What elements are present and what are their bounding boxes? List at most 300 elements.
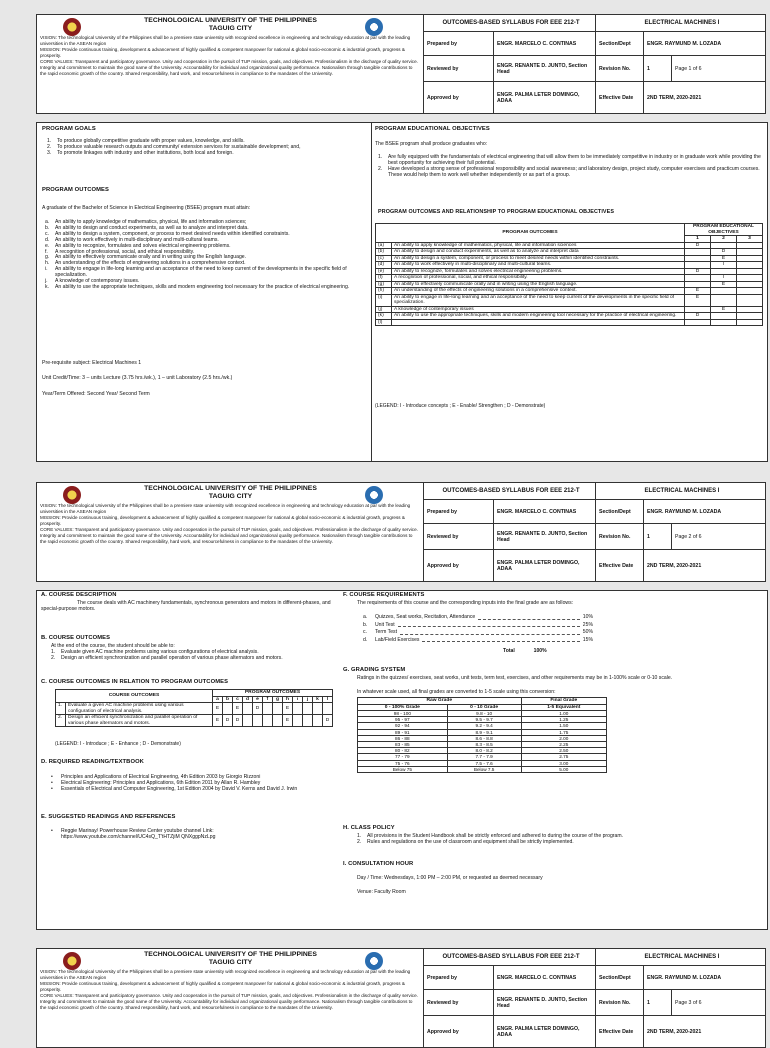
row-outcome: Evaluate a given AC machine problems using various configuration of electrical analysis. (66, 703, 213, 715)
list-text: To produce globally competitive graduate with proper values, knowledge, and skills. (57, 138, 245, 144)
university-block (37, 949, 424, 1047)
grading-conversion-text: In whatever scale used, all final grades are converted to 1-5 scale using this conversion: (357, 689, 556, 695)
table-header: e (253, 696, 263, 703)
table-cell (313, 703, 323, 715)
revision-value: 1 (644, 990, 672, 1015)
list-item (47, 151, 347, 157)
approved-by-value: ENGR. PALMA LETER DOMINGO, ADAA (494, 550, 596, 581)
legend-text: (LEGEND: I - Introduce concepts ; E - Enable/ Strengthen ; D - Demonstrate) (375, 403, 546, 409)
table-cell: 2.50 (521, 748, 606, 754)
table-cell: 8.0 - 8.2 (447, 748, 521, 754)
row-marker: (l) (376, 319, 392, 326)
leader-dots (478, 614, 580, 620)
row-marker: (j) (376, 306, 392, 313)
row-marker: (d) (376, 262, 392, 269)
list-text: An ability to recognize, formulates and solves electrical engineering problems. (55, 242, 231, 249)
row-outcome: An ability to work effectively in multi-disciplinary and multi-cultural teams. (392, 262, 685, 269)
left-column (37, 123, 372, 461)
page-1-body (36, 122, 768, 462)
row-marker: (b) (376, 249, 392, 256)
list-marker: d. (45, 236, 50, 243)
table-cell: Below 7.5 (447, 766, 521, 772)
list-marker: d. (363, 636, 368, 643)
references-heading: E. SUGGESTED READINGS AND REFERENCES (41, 814, 176, 820)
table-header: c (233, 696, 243, 703)
table-header: 0 - 100% Grade (358, 704, 448, 711)
table-cell: D (253, 703, 263, 715)
revision-label: Revision No. (596, 56, 644, 81)
list-item (45, 285, 365, 291)
approved-by-label: Approved by (424, 82, 494, 113)
consultation-heading: I. CONSULTATION HOUR (343, 861, 414, 867)
table-cell: E (233, 703, 243, 715)
table-cell: 89 - 91 (358, 729, 448, 735)
syllabus-title: OUTCOMES-BASED SYLLABUS FOR EEE 212-T (424, 483, 596, 499)
table-cell: 7.5 - 7.6 (447, 760, 521, 766)
list-text: An ability to effectively communicate orally and in writing using the English language. (55, 254, 247, 261)
university-city: TAGUIG CITY (208, 25, 253, 32)
core-values-text: CORE VALUES: Transparent and participatory governance. Unity and cooperation in the pursuit of TUP mission, goals, and objectives. Professionalism in the discharge of quality service. Integrity and commitment to maintain the good name of the University. Accountability for individual and organizational quality performance. Nationalism through tangible contributions to the rapid economic growth of the country. Shared responsibility, hard work, and resourcefulness in compliance to the mandates of the University. (40, 527, 418, 544)
requirement-row (363, 629, 593, 637)
row-outcome (392, 319, 685, 326)
table-cell (323, 703, 333, 715)
total-value: 100% (533, 648, 547, 654)
university-title: TECHNOLOGICAL UNIVERSITY OF THE PHILIPPINES (144, 485, 317, 492)
effective-date-value: 2ND TERM, 2020-2021 (647, 94, 702, 101)
table-header: k (313, 696, 323, 703)
table-cell: D (711, 249, 737, 256)
table-cell: 8.3 - 8.5 (447, 742, 521, 748)
table-header: b (223, 696, 233, 703)
list-marker: 2. (47, 143, 52, 150)
leader-dots (422, 637, 579, 643)
requirement-row (363, 614, 593, 622)
right-column (343, 591, 767, 929)
list-item (51, 656, 333, 662)
list-text: An ability to use the appropriate techniques, skills and modern engineering tool necessary for the practice of electrical engineering. (55, 283, 350, 290)
course-title: ELECTRICAL MACHINES I (644, 954, 720, 960)
row-marker: 1. (56, 703, 66, 715)
university-city: TAGUIG CITY (208, 493, 253, 500)
table-header: f (263, 696, 273, 703)
list-marker: a. (45, 219, 50, 225)
table-header: d (243, 696, 253, 703)
table-cell: 95 - 97 (358, 717, 448, 723)
peo-heading: PROGRAM EDUCATIONAL OBJECTIVES (375, 126, 490, 132)
peo-list (378, 155, 762, 179)
list-marker: b. (363, 621, 368, 628)
course-description-text: The course deals with AC machinery fundamentals, synchronous generators and motors in different-phases, and special-purpose motors. (41, 600, 331, 613)
table-cell (223, 703, 233, 715)
table-cell: 8.9 - 9.1 (447, 729, 521, 735)
table-cell: 92 - 94 (358, 723, 448, 729)
list-marker: h. (45, 260, 50, 267)
mission-text: MISSION: Provide continuous training, development & advancement of highly qualified & competent manpower for national & global socio-economic & industrial growth, progress & prosperity. (40, 981, 405, 992)
vision-mission-values (40, 969, 420, 1011)
table-cell (243, 715, 253, 727)
requirement-name: Lab/Field Exercises (375, 636, 420, 643)
list-marker: c. (363, 629, 367, 635)
textbook-heading: D. REQUIRED READING/TEXTBOOK (41, 759, 144, 765)
table-cell: D (223, 715, 233, 727)
list-item (51, 787, 333, 793)
table-cell (737, 294, 763, 306)
table-body (56, 703, 333, 727)
bullet-icon: • (51, 828, 53, 834)
effective-date-label: Effective Date (596, 82, 644, 113)
list-text: An ability to engage in life-long learning and an acceptance of the need to keep current of the developments in the specific field of specialization. (55, 266, 347, 279)
table-header: PROGRAM OUTCOMES (376, 224, 685, 243)
table-cell: 98 - 100 (358, 711, 448, 717)
table-body (358, 711, 607, 773)
table-header: a (213, 696, 223, 703)
table-cell: E (711, 306, 737, 313)
course-outcomes-heading: B. COURSE OUTCOMES (41, 635, 111, 641)
row-marker: (k) (376, 313, 392, 320)
table-cell: D (685, 313, 711, 320)
table-cell (685, 319, 711, 326)
table-cell: D (685, 242, 711, 249)
outcomes-objectives-table (375, 223, 763, 326)
consultation-time: Day / Time: Wednesdays, 1:00 PM – 2:00 PM, or requested as deemed necessary (357, 875, 543, 881)
total-label: Total (503, 648, 515, 654)
table-header: 0 - 10 Grade (447, 704, 521, 711)
list-text: Are fully equipped with the fundamentals of electrical engineering that will allow them to be immediately competitive in industry or in graduate work while providing the best opportunity for achieving their full potential. (388, 154, 761, 166)
table-header: j (303, 696, 313, 703)
list-text: An ability to design a system, component, or process to meet desired needs within identified constraints. (55, 230, 290, 237)
list-text: Essentials of Electrical and Computer Engineering, 1st Edition 2004 by David V. Kerns and David J. Irwin (61, 785, 298, 792)
requirements-total (503, 648, 547, 654)
list-text: An ability to design and conduct experiments, as well as to analyze and interpret data. (55, 224, 249, 231)
list-text: A recognition of professional, social, and ethical responsibility. (55, 248, 195, 255)
unit-credit-text: Unit Credit/Time: 3 – units Lecture (3.75 hrs./wk.), 1 – unit Laboratory (2.5 hrs./wk.) (42, 375, 233, 381)
requirement-row (363, 637, 593, 645)
core-values-text: CORE VALUES: Transparent and participatory governance. Unity and cooperation in the pursuit of TUP mission, goals, and objectives. Professionalism in the discharge of quality service. Integrity and commitment to maintain the good name of the University. Accountability for individual and organizational quality performance. Nationalism through tangible contributions to the rapid economic growth of the country. Shared responsibility, hard work, and resourcefulness in compliance to the mandates of the University. (40, 993, 418, 1010)
vision-text: VISION: The technological University of the Philippines shall be a premiere state university with recognized excellence in engineering and technology education at par with the leading universities in the ASEAN region (40, 503, 411, 514)
grade-conversion-table (357, 697, 607, 773)
approved-by-label: Approved by (424, 1016, 494, 1047)
right-column (372, 123, 768, 461)
section-dept-label: Section/Dept (596, 500, 644, 523)
table-cell: E (283, 715, 293, 727)
list-marker: b. (45, 224, 50, 231)
table-header: g (273, 696, 283, 703)
table-cell (273, 715, 283, 727)
table-cell: D (323, 715, 333, 727)
revision-label: Revision No. (596, 524, 644, 549)
list-text: An ability to apply knowledge of mathematics, physical, life and information sciences; (55, 219, 247, 225)
table-header: l (323, 696, 333, 703)
table-header: 2 (711, 236, 737, 243)
row-marker: (c) (376, 255, 392, 262)
table-cell: 1.00 (521, 711, 606, 717)
table-cell: E (213, 715, 223, 727)
table-cell: 2.00 (521, 735, 606, 741)
effective-date-label: Effective Date (596, 1016, 644, 1047)
section-dept-value: ENGR. RAYMUND M. LOZADA (647, 508, 722, 515)
table-cell: 83 - 85 (358, 742, 448, 748)
table-row (56, 703, 333, 715)
row-marker: 2. (56, 715, 66, 727)
requirements-list (363, 614, 593, 644)
table-cell: 77 - 79 (358, 754, 448, 760)
list-text: To produce valuable research outputs and community/ extension services for sustainable development; and, (57, 143, 301, 150)
approved-by-value: ENGR. PALMA LETER DOMINGO, ADAA (494, 1016, 596, 1047)
row-marker: (a) (376, 242, 392, 249)
legend-text: (LEGEND: I - Introduce ; E - Enhance ; D - Demonstrate) (55, 741, 181, 747)
table-cell: E (213, 703, 223, 715)
list-text: An understanding of the effects of engineering solutions in a comprehensive context. (55, 260, 246, 267)
revision-label: Revision No. (596, 990, 644, 1015)
table-header: 1 (685, 236, 711, 243)
table-cell: 8.6 - 8.8 (447, 735, 521, 741)
consultation-venue: Venue: Faculty Room (357, 889, 406, 895)
requirement-weight: 25% (582, 621, 593, 628)
course-requirements-heading: F. COURSE REQUIREMENTS (343, 592, 425, 598)
list-text: Electrical Engineering: Principles and Applications, 6th Edition 2011 by Allan R. Hambley (61, 779, 261, 786)
mission-text: MISSION: Provide continuous training, development & advancement of highly qualified & competent manpower for national & global socio-economic & industrial growth, progress & prosperity. (40, 47, 405, 58)
list-marker: 2. (357, 838, 362, 845)
university-title: TECHNOLOGICAL UNIVERSITY OF THE PHILIPPINES (144, 17, 317, 24)
program-outcomes-intro: A graduate of the Bachelor of Science in Electrical Engineering (BSEE) program must attain: (42, 205, 251, 211)
row-outcome: An understanding of the effects of engineering solutions in a comprehensive context. (392, 288, 685, 295)
row-outcome: A knowledge of contemporary issues (392, 306, 685, 313)
table-cell (711, 319, 737, 326)
section-dept-label: Section/Dept (596, 966, 644, 989)
requirement-weight: 10% (582, 614, 593, 620)
row-outcome: An ability to use the appropriate techniques, skills and modern engineering tool necessary for the practice of electrical engineering. (392, 313, 685, 320)
table-row (376, 294, 763, 306)
list-text: Evaluate given AC machine problems using various configurations of electrical analysis. (61, 649, 259, 655)
vision-text: VISION: The technological University of the Philippines shall be a premiere state university with recognized excellence in engineering and technology education at par with the leading universities in the ASEAN region (40, 969, 411, 980)
reviewed-by-value: ENGR. RENANTE D. JUNTO, Section Head (494, 524, 596, 549)
prepared-by-value: ENGR. MARCELO C. CONTINAS (494, 32, 596, 55)
table-cell: E (711, 255, 737, 262)
effective-date-value: 2ND TERM, 2020-2021 (647, 1028, 702, 1035)
list-text: An ability to work effectively in multi-disciplinary and multi-cultural teams. (55, 236, 219, 243)
row-marker: (h) (376, 288, 392, 295)
prepared-by-label: Prepared by (424, 32, 494, 55)
table-cell: 86 - 88 (358, 735, 448, 741)
table-cell (303, 715, 313, 727)
vision-mission-values (40, 503, 420, 545)
row-marker: (e) (376, 268, 392, 275)
prepared-by-value: ENGR. MARCELO C. CONTINAS (494, 500, 596, 523)
table-cell (737, 319, 763, 326)
document-control-grid (424, 483, 765, 581)
section-dept-value: ENGR. RAYMUND M. LOZADA (647, 40, 722, 47)
university-name (37, 951, 424, 967)
list-marker: k. (45, 283, 49, 290)
row-outcome: An ability to recognize, formulates and solves electrical engineering problems. (392, 268, 685, 275)
list-text: Have developed a strong sense of professional responsibility and social awareness; and laboratory design, project study, computer exercises and practicum courses. These would help them to work well whether independently or as part of a group. (388, 165, 760, 178)
table-cell: E (685, 294, 711, 306)
vision-text: VISION: The technological University of the Philippines shall be a premiere state university with recognized excellence in engineering and technology education at par with the leading universities in the ASEAN region (40, 35, 411, 46)
syllabus-title: OUTCOMES-BASED SYLLABUS FOR EEE 212-T (424, 949, 596, 965)
list-text: Principles and Applications of Electrical Engineering, 4th Edition 2003 by Giorgio Rizzoni (61, 774, 261, 780)
list-marker: g. (45, 254, 50, 261)
program-goals-list (47, 139, 347, 157)
table-cell: I (711, 262, 737, 269)
requirement-weight: 15% (582, 636, 593, 643)
revision-value: 1 (644, 524, 672, 549)
list-text: A knowledge of contemporary issues. (55, 278, 140, 285)
table-cell (313, 715, 323, 727)
table-cell: 1.75 (521, 729, 606, 735)
row-outcome: An ability to design a system, component, or process to meet desired needs within identified constraints. (392, 255, 685, 262)
table-header: h (283, 696, 293, 703)
list-marker: 2. (378, 165, 383, 172)
revision-value: 1 (644, 56, 672, 81)
reviewed-by-label: Reviewed by (424, 56, 494, 81)
row-marker: (i) (376, 294, 392, 306)
co-po-heading: C. COURSE OUTCOMES IN RELATION TO PROGRAM OUTCOMES (41, 679, 229, 685)
grading-system-text: Ratings in the quizzes/ exercises, seat works, unit tests, term test, exercises, and other requirements may be in 1-100% scale or 0-10 scale. (357, 675, 673, 681)
leader-dots (400, 629, 580, 635)
program-goals-heading: PROGRAM GOALS (42, 126, 96, 132)
list-item (357, 840, 762, 846)
list-marker: 1. (378, 154, 383, 160)
row-marker: (f) (376, 275, 392, 282)
university-title: TECHNOLOGICAL UNIVERSITY OF THE PHILIPPINES (144, 951, 317, 958)
table-cell: 3.00 (521, 760, 606, 766)
table-cell: I (711, 275, 737, 282)
list-item (378, 167, 762, 179)
table-cell (293, 715, 303, 727)
table-header: COURSE OUTCOMES (56, 690, 213, 703)
row-outcome: A recognition of professional, social, and ethical responsibility. (392, 275, 685, 282)
row-marker: (g) (376, 281, 392, 288)
document-control-grid (424, 15, 765, 113)
reviewed-by-value: ENGR. RENANTE D. JUNTO, Section Head (494, 56, 596, 81)
table-cell: 9.5 - 9.7 (447, 717, 521, 723)
syllabus-title: OUTCOMES-BASED SYLLABUS FOR EEE 212-T (424, 15, 596, 31)
left-column (37, 591, 337, 929)
row-outcome: Design an efficient synchronization and parallel operation of various phase alternators and motors. (66, 715, 213, 727)
list-marker: 1. (357, 833, 362, 839)
list-marker: f. (45, 248, 48, 255)
prepared-by-label: Prepared by (424, 966, 494, 989)
requirement-weight: 50% (582, 629, 593, 635)
table-cell (303, 703, 313, 715)
requirement-name: Quizzes, Seat works, Recitation, Attendance (375, 614, 476, 620)
program-outcomes-heading: PROGRAM OUTCOMES (42, 187, 109, 193)
university-name (37, 17, 424, 33)
requirement-name: Term Test (375, 629, 397, 635)
table-cell (263, 703, 273, 715)
table-cell (711, 294, 737, 306)
table-cell: 1.25 (521, 717, 606, 723)
table-row (56, 715, 333, 727)
list-text: Rules and regulations on the use of classroom and equipment shall be strictly implemented. (367, 838, 574, 845)
table-cell (273, 703, 283, 715)
bullet-icon: • (51, 774, 53, 780)
table-cell: E (711, 281, 737, 288)
prerequisite-text: Pre-requisite subject: Electrical Machines 1 (42, 360, 142, 366)
table-cell (293, 703, 303, 715)
relationship-heading: PROGRAM OUTCOMES AND RELATIONSHIP TO PROGRAM EDUCATIONAL OBJECTIVES (378, 209, 615, 215)
list-text: Reggie Marinay/ Powerhouse Review Center youtube channel Link: https://www.youtube.com/channel/UC4sQ_T'tHTZjiM QNXggpNzLpg (61, 828, 216, 840)
list-marker: a. (363, 614, 368, 620)
approved-by-value: ENGR. PALMA LETER DOMINGO, ADAA (494, 82, 596, 113)
page-number: Page 1 of 6 (675, 65, 702, 72)
mission-text: MISSION: Provide continuous training, development & advancement of highly qualified & competent manpower for national & global socio-economic & industrial growth, progress & prosperity. (40, 515, 405, 526)
table-cell: 5.00 (521, 766, 606, 772)
prepared-by-value: ENGR. MARCELO C. CONTINAS (494, 966, 596, 989)
core-values-text: CORE VALUES: Transparent and participatory governance. Unity and cooperation in the pursuit of TUP mission, goals, and objectives. Professionalism in the discharge of quality service. Integrity and commitment to maintain the good name of the University. Accountability for individual and organizational quality performance. Nationalism through tangible contributions to the rapid economic growth of the country. Shared responsibility, hard work, and resourcefulness in compliance to the mandates of the University. (40, 59, 418, 76)
list-text: To promote linkages with industry and other institutions, both local and foreign. (57, 149, 234, 156)
table-header: Raw Grade (358, 698, 522, 705)
table-cell: Below 75 (358, 766, 448, 772)
reviewed-by-label: Reviewed by (424, 990, 494, 1015)
class-policy-heading: H. CLASS POLICY (343, 825, 395, 831)
reviewed-by-label: Reviewed by (424, 524, 494, 549)
list-marker: e. (45, 242, 50, 249)
grading-system-heading: G. GRADING SYSTEM (343, 667, 406, 673)
table-cell: D (685, 268, 711, 275)
course-outcomes-list (51, 650, 333, 662)
effective-date-label: Effective Date (596, 550, 644, 581)
table-header: Final Grade (521, 698, 606, 705)
program-outcomes-list (45, 220, 365, 291)
course-outcomes-intro: At the end of the course, the student should be able to: (51, 643, 175, 649)
approved-by-label: Approved by (424, 550, 494, 581)
document-control-grid (424, 949, 765, 1047)
table-header: PROGRAM OUTCOMES (213, 690, 333, 697)
vision-mission-values (40, 35, 420, 77)
table-cell: E (685, 288, 711, 295)
list-marker: i. (45, 266, 48, 273)
table-header: PROGRAM EDUCATIONAL OBJECTIVES (685, 224, 763, 236)
table-cell (243, 703, 253, 715)
term-offered-text: Year/Term Offered: Second Year/ Second Term (42, 391, 150, 397)
table-cell: 2.75 (521, 754, 606, 760)
university-city: TAGUIG CITY (208, 959, 253, 966)
course-title: ELECTRICAL MACHINES I (644, 20, 720, 26)
list-text: All provisions in the Student Handbook shall be strictly enforced and adhered to during the course of the program. (367, 833, 623, 839)
list-marker: 1. (51, 649, 56, 655)
table-cell: 9.2 - 9.4 (447, 723, 521, 729)
table-row (358, 766, 607, 772)
page-2-body (36, 590, 768, 930)
references-list (51, 829, 333, 841)
list-item (51, 829, 333, 841)
list-marker: 3. (47, 149, 52, 156)
table-row (376, 319, 763, 326)
section-dept-value: ENGR. RAYMUND M. LOZADA (647, 974, 722, 981)
table-body (376, 242, 763, 326)
requirement-row (363, 622, 593, 630)
table-header: i (293, 696, 303, 703)
list-text: Design an efficient synchronization and parallel operation of various phase alternators and motors. (61, 654, 283, 661)
page-header (36, 482, 766, 582)
page-number: Page 2 of 6 (675, 533, 702, 540)
row-outcome: An ability to engage in life-long learning and an acceptance of the need to keep current of the developments in the specific field of specialization. (392, 294, 685, 306)
bullet-icon: • (51, 779, 53, 786)
table-cell: E (283, 703, 293, 715)
effective-date-value: 2ND TERM, 2020-2021 (647, 562, 702, 569)
syllabus-page-3-clip (36, 948, 770, 1038)
row-outcome: An ability to design and conduct experiments, as well as to analyze and interpret data (392, 249, 685, 256)
table-cell (263, 715, 273, 727)
requirement-name: Unit Test (375, 621, 395, 628)
textbook-list (51, 775, 333, 793)
page-header (36, 14, 766, 114)
reviewed-by-value: ENGR. RENANTE D. JUNTO, Section Head (494, 990, 596, 1015)
prepared-by-label: Prepared by (424, 500, 494, 523)
list-marker: 2. (51, 654, 56, 661)
university-block (37, 483, 424, 581)
